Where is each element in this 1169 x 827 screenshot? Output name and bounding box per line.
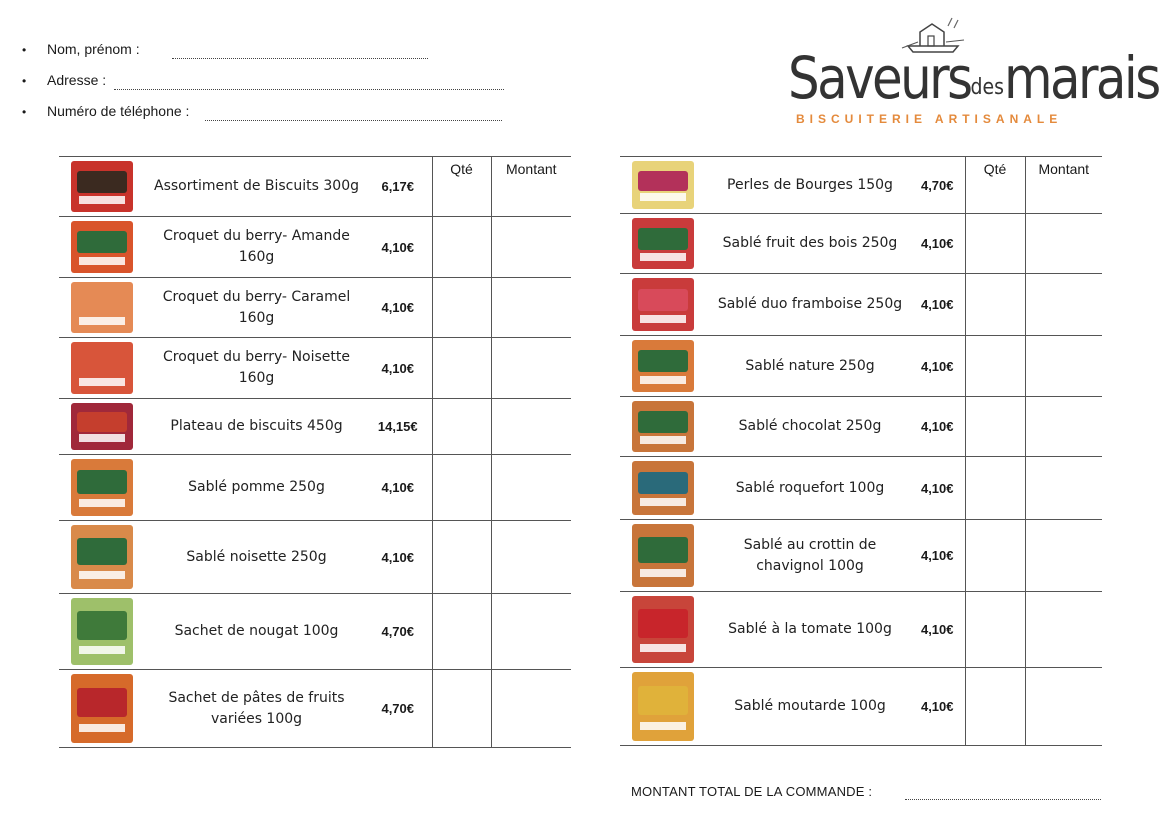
package-brand-strip <box>79 257 125 265</box>
order-table-left <box>59 156 571 748</box>
product-price: 4,10€ <box>910 520 965 592</box>
quantity-cell[interactable] <box>965 214 1025 274</box>
bullet: • <box>22 74 27 88</box>
quantity-cell[interactable] <box>965 336 1025 397</box>
amount-cell[interactable] <box>491 278 571 338</box>
package-label-graphic <box>77 352 127 374</box>
phone-field <box>22 100 502 131</box>
package-label-graphic <box>638 171 688 191</box>
product-name: Croquet du berry- Amande 160g <box>149 217 364 278</box>
product-image-cell <box>59 521 149 594</box>
product-package-image <box>71 221 133 273</box>
product-name: Croquet du berry- Noisette 160g <box>149 338 364 399</box>
quantity-cell[interactable] <box>965 520 1025 592</box>
product-name: Sablé moutarde 100g <box>710 668 910 746</box>
amount-cell[interactable] <box>491 521 571 594</box>
package-brand-strip <box>640 376 686 384</box>
product-image-cell <box>59 455 149 521</box>
product-name: Sablé duo framboise 250g <box>710 274 910 336</box>
product-price: 4,10€ <box>910 668 965 746</box>
product-row <box>620 157 1102 214</box>
name-input-line[interactable] <box>172 58 428 59</box>
package-brand-strip <box>79 646 125 654</box>
product-row <box>59 217 571 278</box>
product-image-cell <box>620 336 710 397</box>
product-price: 4,10€ <box>910 397 965 457</box>
package-label-graphic <box>77 538 127 565</box>
product-package-image <box>632 672 694 741</box>
package-label-graphic <box>638 228 688 249</box>
brand-name <box>788 44 1159 112</box>
bullet: • <box>22 43 27 57</box>
quantity-cell[interactable] <box>432 594 491 670</box>
product-row <box>620 274 1102 336</box>
brand-des: des <box>970 75 1005 100</box>
amount-cell[interactable] <box>491 594 571 670</box>
product-package-image <box>632 340 694 392</box>
product-row <box>620 457 1102 520</box>
quantity-cell[interactable] <box>432 521 491 594</box>
amount-cell[interactable] <box>1025 336 1102 397</box>
customer-info <box>22 38 502 131</box>
product-row <box>59 521 571 594</box>
package-label-graphic <box>638 472 688 495</box>
product-package-image <box>632 524 694 587</box>
package-label-graphic <box>77 688 127 717</box>
package-brand-strip <box>79 499 125 507</box>
product-price: 4,10€ <box>364 338 432 399</box>
amount-cell[interactable] <box>1025 520 1102 592</box>
product-price: 4,10€ <box>364 455 432 521</box>
amount-cell[interactable] <box>1025 157 1102 214</box>
quantity-cell[interactable] <box>965 592 1025 668</box>
amount-cell[interactable] <box>491 217 571 278</box>
quantity-cell[interactable] <box>965 668 1025 746</box>
product-name: Sachet de pâtes de fruits variées 100g <box>149 670 364 748</box>
product-price: 4,10€ <box>910 592 965 668</box>
package-brand-strip <box>79 434 125 442</box>
product-image-cell <box>620 157 710 214</box>
product-row <box>620 592 1102 668</box>
product-image-cell <box>620 214 710 274</box>
product-name: Sablé à la tomate 100g <box>710 592 910 668</box>
product-row <box>59 399 571 455</box>
amount-cell[interactable] <box>1025 668 1102 746</box>
product-price: 4,10€ <box>910 274 965 336</box>
product-image-cell <box>59 670 149 748</box>
package-brand-strip <box>640 722 686 730</box>
amount-cell[interactable] <box>1025 592 1102 668</box>
product-image-cell <box>620 668 710 746</box>
qty-header: Qté <box>450 161 473 177</box>
package-brand-strip <box>640 193 686 201</box>
package-brand-strip <box>79 196 125 204</box>
address-input-line[interactable] <box>114 89 504 90</box>
amount-cell[interactable] <box>1025 397 1102 457</box>
product-row <box>59 278 571 338</box>
package-label-graphic <box>638 686 688 715</box>
product-package-image <box>71 459 133 516</box>
order-total-input-line[interactable] <box>905 799 1101 800</box>
amount-header: Montant <box>1038 161 1090 177</box>
address-label: Adresse : <box>47 72 107 88</box>
product-price: 4,70€ <box>364 594 432 670</box>
phone-input-line[interactable] <box>205 120 502 121</box>
product-image-cell <box>59 338 149 399</box>
quantity-cell[interactable] <box>432 399 491 455</box>
product-image-cell <box>59 217 149 278</box>
product-price: 4,10€ <box>910 336 965 397</box>
package-brand-strip <box>640 498 686 506</box>
product-name: Plateau de biscuits 450g <box>149 399 364 455</box>
product-package-image <box>632 161 694 209</box>
package-brand-strip <box>640 569 686 577</box>
product-price: 4,70€ <box>364 670 432 748</box>
product-package-image <box>632 596 694 663</box>
amount-header: Montant <box>505 161 557 177</box>
name-label: Nom, prénom : <box>47 41 140 57</box>
product-package-image <box>71 161 133 212</box>
product-price: 6,17€ <box>364 157 432 217</box>
product-name: Assortiment de Biscuits 300g <box>149 157 364 217</box>
package-label-graphic <box>638 289 688 311</box>
product-name: Sablé chocolat 250g <box>710 397 910 457</box>
package-brand-strip <box>640 644 686 652</box>
address-field <box>22 69 502 100</box>
product-price: 4,10€ <box>910 214 965 274</box>
product-image-cell <box>620 397 710 457</box>
amount-cell[interactable] <box>1025 214 1102 274</box>
package-brand-strip <box>640 436 686 444</box>
brand-tagline: BISCUITERIE ARTISANALE <box>796 112 1063 126</box>
product-row <box>620 397 1102 457</box>
amount-cell[interactable] <box>491 670 571 748</box>
package-label-graphic <box>638 537 688 563</box>
amount-cell[interactable] <box>491 157 571 217</box>
package-label-graphic <box>638 411 688 432</box>
product-row <box>59 157 571 217</box>
product-image-cell <box>620 457 710 520</box>
product-price: 14,15€ <box>364 399 432 455</box>
product-package-image <box>632 461 694 515</box>
package-label-graphic <box>77 292 127 313</box>
quantity-cell[interactable] <box>432 338 491 399</box>
package-label-graphic <box>77 171 127 192</box>
product-image-cell <box>620 274 710 336</box>
product-name: Sablé au crottin de chavignol 100g <box>710 520 910 592</box>
quantity-cell[interactable] <box>432 455 491 521</box>
product-row <box>59 338 571 399</box>
amount-cell[interactable] <box>1025 274 1102 336</box>
package-brand-strip <box>79 378 125 386</box>
product-image-cell <box>59 157 149 217</box>
product-package-image <box>71 282 133 333</box>
order-total-label: MONTANT TOTAL DE LA COMMANDE : <box>631 784 873 799</box>
product-image-cell <box>620 592 710 668</box>
product-name: Sachet de nougat 100g <box>149 594 364 670</box>
product-row <box>59 670 571 748</box>
product-price: 4,10€ <box>364 217 432 278</box>
name-field <box>22 38 502 69</box>
quantity-cell[interactable] <box>965 274 1025 336</box>
quantity-cell[interactable] <box>432 278 491 338</box>
package-label-graphic <box>638 609 688 637</box>
product-package-image <box>632 278 694 331</box>
product-package-image <box>632 218 694 269</box>
product-price: 4,10€ <box>910 457 965 520</box>
product-row <box>620 214 1102 274</box>
amount-cell[interactable] <box>491 399 571 455</box>
package-label-graphic <box>77 470 127 494</box>
product-price: 4,10€ <box>364 278 432 338</box>
phone-label: Numéro de téléphone : <box>47 103 190 119</box>
brand-main-2: marais <box>1004 44 1159 112</box>
product-name: Sablé roquefort 100g <box>710 457 910 520</box>
product-package-image <box>71 403 133 450</box>
product-row <box>620 336 1102 397</box>
product-package-image <box>71 525 133 589</box>
product-name: Sablé nature 250g <box>710 336 910 397</box>
product-price: 4,10€ <box>364 521 432 594</box>
product-image-cell <box>620 520 710 592</box>
package-label-graphic <box>77 231 127 253</box>
amount-cell[interactable] <box>491 455 571 521</box>
quantity-cell[interactable] <box>432 157 491 217</box>
product-package-image <box>71 342 133 394</box>
package-brand-strip <box>79 724 125 732</box>
product-package-image <box>632 401 694 452</box>
package-brand-strip <box>640 253 686 261</box>
quantity-cell[interactable] <box>965 397 1025 457</box>
qty-header: Qté <box>983 161 1007 177</box>
package-label-graphic <box>77 412 127 432</box>
quantity-cell[interactable] <box>965 457 1025 520</box>
product-name: Perles de Bourges 150g <box>710 157 910 214</box>
brand-main-1: Saveurs <box>788 44 971 112</box>
quantity-cell[interactable] <box>432 670 491 748</box>
brand-logo <box>788 14 1159 126</box>
amount-cell[interactable] <box>491 338 571 399</box>
quantity-cell[interactable] <box>432 217 491 278</box>
product-package-image <box>71 598 133 665</box>
product-name: Sablé noisette 250g <box>149 521 364 594</box>
quantity-cell[interactable] <box>965 157 1025 214</box>
product-price: 4,70€ <box>910 157 965 214</box>
product-name: Sablé pomme 250g <box>149 455 364 521</box>
bullet: • <box>22 105 27 119</box>
order-table-right <box>620 156 1102 746</box>
amount-cell[interactable] <box>1025 457 1102 520</box>
package-label-graphic <box>77 611 127 639</box>
product-name: Croquet du berry- Caramel 160g <box>149 278 364 338</box>
product-name: Sablé fruit des bois 250g <box>710 214 910 274</box>
product-row <box>59 594 571 670</box>
product-row <box>59 455 571 521</box>
product-package-image <box>71 674 133 743</box>
package-label-graphic <box>638 350 688 372</box>
package-brand-strip <box>79 317 125 325</box>
product-image-cell <box>59 594 149 670</box>
product-image-cell <box>59 278 149 338</box>
package-brand-strip <box>640 315 686 323</box>
product-image-cell <box>59 399 149 455</box>
package-brand-strip <box>79 571 125 579</box>
product-row <box>620 668 1102 746</box>
product-row <box>620 520 1102 592</box>
